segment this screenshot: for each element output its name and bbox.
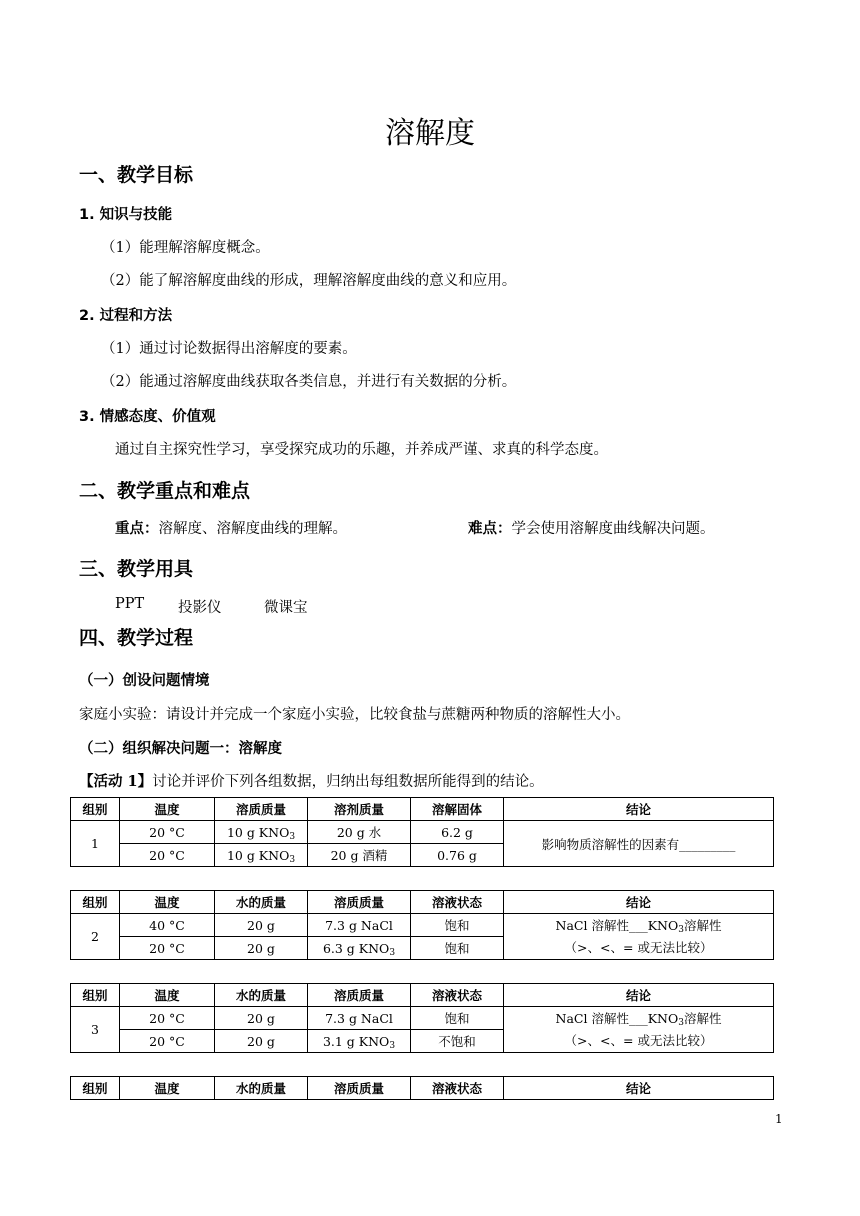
header-cell: 组别 bbox=[71, 798, 120, 821]
table-header-row bbox=[71, 798, 774, 821]
state-cell: 饱和 bbox=[411, 1007, 504, 1030]
list-item: （1）能理解溶解度概念。 bbox=[101, 240, 270, 256]
water-cell: 20 g bbox=[215, 1007, 308, 1030]
temp-cell: 20 °C bbox=[120, 844, 215, 867]
header-cell: 溶质质量 bbox=[308, 984, 411, 1007]
solute-cell: 10 g $KNO_3$ bbox=[215, 844, 308, 867]
key-point bbox=[115, 517, 347, 538]
temp-cell: 20 °C bbox=[120, 1007, 215, 1030]
section-heading-goals: 一、教学目标 bbox=[79, 164, 194, 186]
header-cell: 溶质质量 bbox=[308, 1077, 411, 1100]
tool-item: 投影仪 bbox=[178, 600, 222, 616]
header-cell: 温度 bbox=[120, 798, 215, 821]
state-cell: 不饱和 bbox=[411, 1030, 504, 1053]
data-table-2 bbox=[70, 890, 774, 960]
solvent-cell: 20 g 水 bbox=[308, 821, 411, 844]
state-cell: 饱和 bbox=[411, 937, 504, 960]
section-heading-process: 四、教学过程 bbox=[79, 627, 194, 649]
activity-text: 讨论并评价下列各组数据，归纳出每组数据所能得到的结论。 bbox=[152, 774, 544, 790]
paragraph: 家庭小实验：请设计并完成一个家庭小实验，比较食盐与蔗糖两种物质的溶解性大小。 bbox=[79, 707, 630, 723]
header-cell: 溶质质量 bbox=[308, 891, 411, 914]
activity-line bbox=[79, 770, 544, 791]
subheading-knowledge: 1. 知识与技能 bbox=[79, 207, 173, 223]
header-cell: 溶液状态 bbox=[411, 891, 504, 914]
table-row bbox=[71, 914, 774, 937]
page-number: 1 bbox=[775, 1112, 783, 1126]
temp-cell: 20 °C bbox=[120, 821, 215, 844]
dissolved-cell: 0.76 g bbox=[411, 844, 504, 867]
header-cell: 组别 bbox=[71, 891, 120, 914]
difficult-point-text: 学会使用溶解度曲线解决问题。 bbox=[511, 521, 715, 537]
header-cell: 结论 bbox=[504, 1077, 774, 1100]
header-cell: 溶质质量 bbox=[215, 798, 308, 821]
group-cell: 3 bbox=[71, 1007, 120, 1053]
table-header-row bbox=[71, 1077, 774, 1100]
solute-cell: 10 g $KNO_3$ bbox=[215, 821, 308, 844]
solute-cell: 7.3 g NaCl bbox=[308, 1007, 411, 1030]
data-table-1 bbox=[70, 797, 774, 867]
table-row bbox=[71, 821, 774, 844]
table-row bbox=[71, 1007, 774, 1030]
temp-cell: 40 °C bbox=[120, 914, 215, 937]
data-table-3 bbox=[70, 983, 774, 1053]
key-point-label: 重点： bbox=[115, 520, 159, 537]
temp-cell: 20 °C bbox=[120, 937, 215, 960]
solvent-cell: 20 g 酒精 bbox=[308, 844, 411, 867]
subheading-attitude: 3. 情感态度、价值观 bbox=[79, 409, 216, 425]
header-cell: 组别 bbox=[71, 984, 120, 1007]
key-point-text: 溶解度、溶解度曲线的理解。 bbox=[158, 521, 347, 537]
temp-cell: 20 °C bbox=[120, 1030, 215, 1053]
header-cell: 组别 bbox=[71, 1077, 120, 1100]
header-cell: 结论 bbox=[504, 798, 774, 821]
header-cell: 溶液状态 bbox=[411, 1077, 504, 1100]
page-title: 溶解度 bbox=[385, 116, 475, 151]
state-cell: 饱和 bbox=[411, 914, 504, 937]
solute-cell: 3.1 g $KNO_3$ bbox=[308, 1030, 411, 1053]
solute-cell: 6.3 g $KNO_3$ bbox=[308, 937, 411, 960]
header-cell: 温度 bbox=[120, 984, 215, 1007]
water-cell: 20 g bbox=[215, 1030, 308, 1053]
tool-item: PPT bbox=[115, 596, 145, 612]
table-header-row bbox=[71, 984, 774, 1007]
difficult-point-label: 难点： bbox=[468, 520, 512, 537]
group-cell: 2 bbox=[71, 914, 120, 960]
paragraph: 通过自主探究性学习，享受探究成功的乐趣，并养成严谨、求真的科学态度。 bbox=[115, 442, 608, 458]
water-cell: 20 g bbox=[215, 914, 308, 937]
conclusion-cell: NaCl 溶解性$\_\_\_KNO_3$溶解性 （>、<、= 或无法比较） bbox=[504, 1007, 774, 1053]
section-heading-key-points: 二、教学重点和难点 bbox=[79, 480, 251, 502]
solute-cell: 7.3 g NaCl bbox=[308, 914, 411, 937]
conclusion-cell: 影响物质溶解性的因素有_________ bbox=[504, 821, 774, 867]
subheading-scenario: （一）创设问题情境 bbox=[79, 673, 210, 689]
table-header-row bbox=[71, 891, 774, 914]
list-item: （2）能了解溶解度曲线的形成，理解溶解度曲线的意义和应用。 bbox=[101, 273, 517, 289]
header-cell: 结论 bbox=[504, 891, 774, 914]
header-cell: 结论 bbox=[504, 984, 774, 1007]
dissolved-cell: 6.2 g bbox=[411, 821, 504, 844]
header-cell: 溶剂质量 bbox=[308, 798, 411, 821]
header-cell: 溶液状态 bbox=[411, 984, 504, 1007]
list-item: （1）通过讨论数据得出溶解度的要素。 bbox=[101, 341, 357, 357]
subheading-solubility: （二）组织解决问题一：溶解度 bbox=[79, 741, 282, 757]
conclusion-cell: NaCl 溶解性$\_\_\_KNO_3$溶解性 （>、<、= 或无法比较） bbox=[504, 914, 774, 960]
header-cell: 水的质量 bbox=[215, 891, 308, 914]
subheading-process: 2. 过程和方法 bbox=[79, 308, 173, 324]
group-cell: 1 bbox=[71, 821, 120, 867]
header-cell: 温度 bbox=[120, 1077, 215, 1100]
header-cell: 水的质量 bbox=[215, 1077, 308, 1100]
header-cell: 温度 bbox=[120, 891, 215, 914]
difficult-point bbox=[468, 517, 715, 538]
data-table-4 bbox=[70, 1076, 774, 1100]
activity-label: 【活动 1】 bbox=[79, 773, 153, 790]
section-heading-tools: 三、教学用具 bbox=[79, 558, 194, 580]
tool-item: 微课宝 bbox=[264, 600, 308, 616]
header-cell: 水的质量 bbox=[215, 984, 308, 1007]
water-cell: 20 g bbox=[215, 937, 308, 960]
header-cell: 溶解固体 bbox=[411, 798, 504, 821]
list-item: （2）能通过溶解度曲线获取各类信息，并进行有关数据的分析。 bbox=[101, 374, 517, 390]
